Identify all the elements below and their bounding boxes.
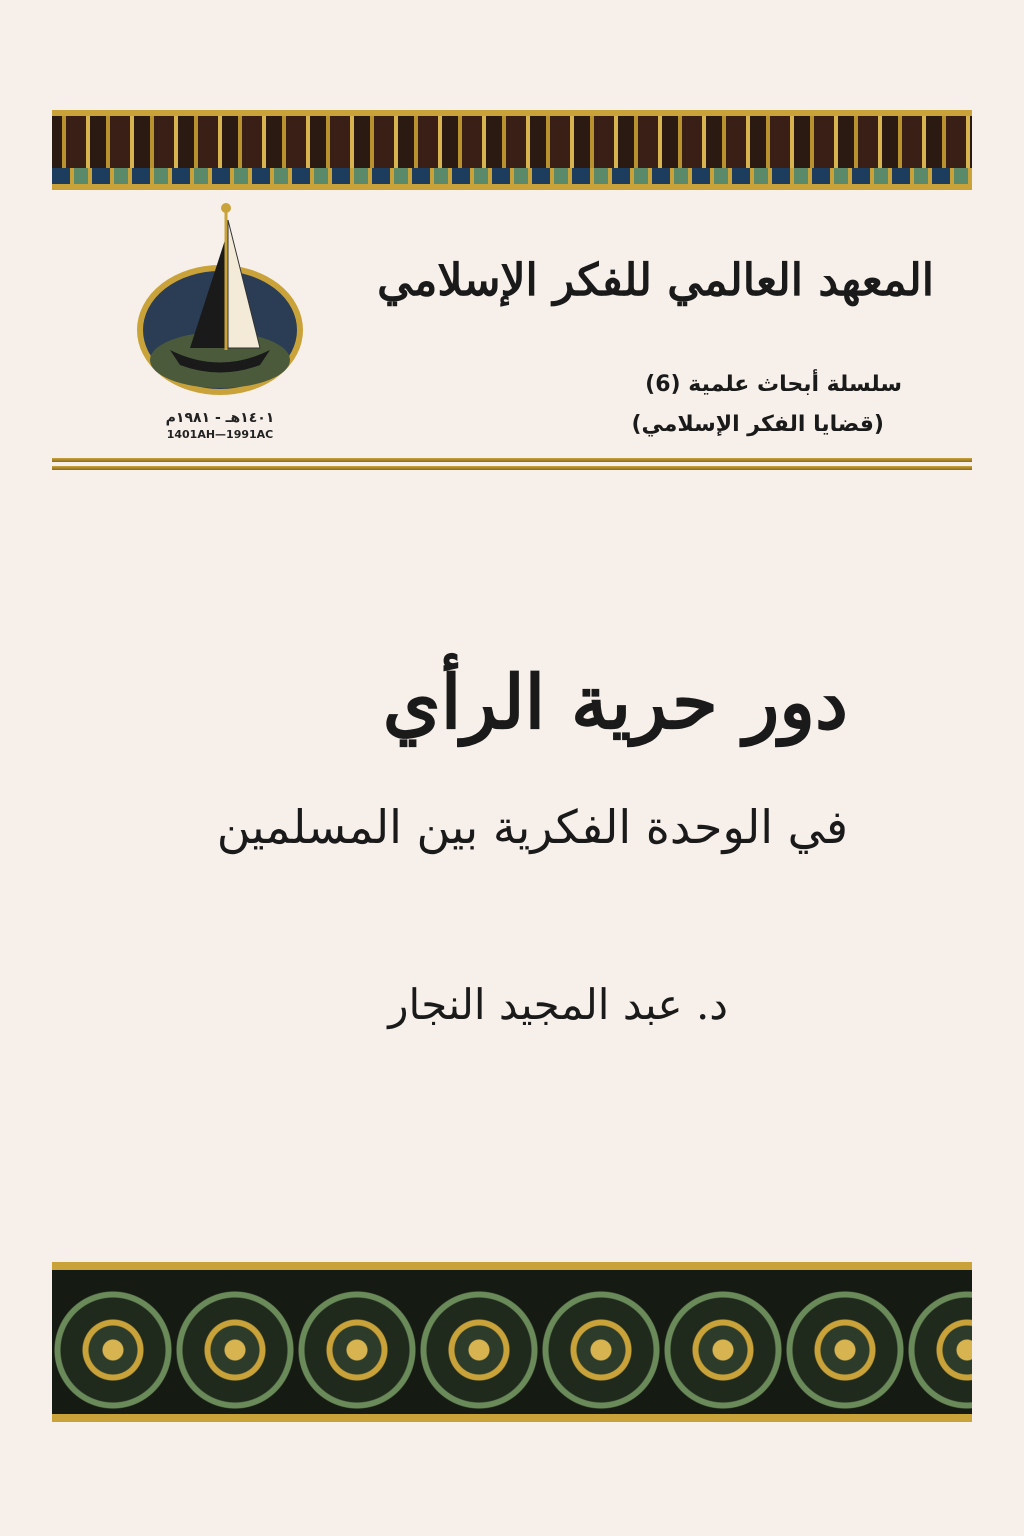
- header-divider-secondary: [52, 466, 972, 470]
- series-name: سلسلة أبحاث علمية (6): [645, 372, 902, 397]
- top-ornament-band: [52, 110, 972, 190]
- bottom-ornament-band: [52, 1262, 972, 1422]
- book-subtitle: في الوحدة الفكرية بين المسلمين: [216, 800, 848, 854]
- institute-name: المعهد العالمي للفكر الإسلامي: [377, 255, 934, 306]
- header-divider: [52, 458, 972, 462]
- series-subtitle: (قضايا الفكر الإسلامي): [631, 412, 884, 437]
- ship-emblem-icon: [130, 200, 310, 410]
- logo-year-latin: 1401AH—1991AC: [166, 428, 274, 441]
- institute-logo: [130, 200, 310, 440]
- author-name: د. عبد المجيد النجار: [388, 980, 728, 1029]
- book-title: دور حرية الرأي: [382, 660, 848, 746]
- top-ornament-strip: [52, 168, 972, 184]
- logo-year-arabic: ١٤٠١هـ - ١٩٨١م: [165, 410, 275, 426]
